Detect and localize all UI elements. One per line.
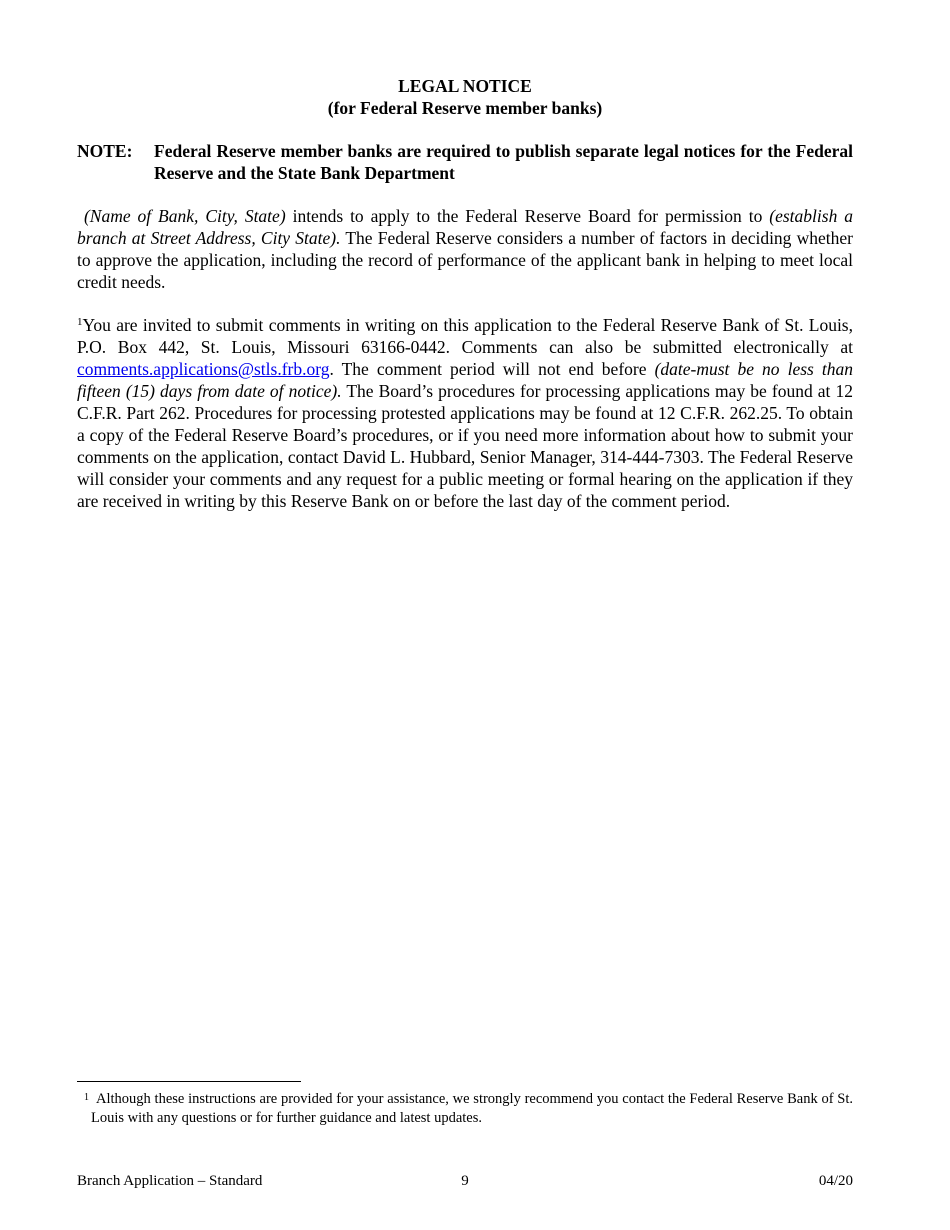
intent-paragraph [77, 205, 853, 293]
footnote [77, 1090, 853, 1128]
note-label: NOTE: [77, 141, 133, 161]
page-subtitle: (for Federal Reserve member banks) [327, 98, 603, 118]
page-footer [77, 1171, 853, 1191]
branch-placeholder: (establish a branch at Street Address, City State). [77, 206, 853, 248]
factors-text: The Federal Reserve considers a number of factors in deciding whether to approve the application, including the record of performance of the applicant bank in helping to meet local credit needs. [77, 228, 853, 292]
footnote-reference: 1 [77, 316, 83, 328]
heading [77, 75, 853, 119]
footer-document-name: Branch Application – Standard [77, 1173, 263, 1189]
note-block [77, 140, 853, 184]
comments-paragraph [77, 314, 853, 512]
footnote-divider [77, 1081, 301, 1082]
bank-name-placeholder: (Name of Bank, City, State) [83, 206, 286, 226]
email-link[interactable]: comments.applications@stls.frb.org [77, 359, 330, 379]
footnote-text: Although these instructions are provided for your assistance, we strongly recommend you contact the Federal Reserve Bank of St. Louis with any questions or for further guidance and latest updates. [91, 1091, 853, 1126]
comment-period-text: . The comment period will not end before [329, 359, 655, 379]
footer-revision-date: 04/20 [818, 1173, 853, 1189]
document-page [77, 0, 853, 1230]
procedures-text: The Board’s procedures for processing applications may be found at 12 C.F.R. Part 262. Procedures for processing protested applications may be found at 12 C.F.R. 262.25. To obtain a copy of the Federal Reserve Board’s procedures, or if you need more information about how to submit your comments on the application, contact David L. Hubbard, Senior Manager, 314-444-7303. The Federal Reserve will consider your comments and any request for a public meeting or formal hearing on the application if they are received in writing by this Reserve Bank on or before the last day of the comment period. [77, 381, 853, 511]
page-title: LEGAL NOTICE [398, 76, 532, 96]
page-number: 9 [461, 1173, 469, 1189]
date-placeholder: (date-must be no less than fifteen (15) days from date of notice). [77, 359, 853, 401]
comments-intro-text: You are invited to submit comments in writing on this application to the Federal Reserve Bank of St. Louis, P.O. Box 442, St. Louis, Missouri 63166-0442. Comments can also be submitted electronically at [77, 315, 853, 357]
intent-text: intends to apply to the Federal Reserve Board for permission to [285, 206, 770, 226]
note-text: Federal Reserve member banks are required to publish separate legal notices for the Federal Reserve and the State Bank Department [154, 141, 853, 183]
footnote-mark: 1 [84, 1092, 89, 1103]
